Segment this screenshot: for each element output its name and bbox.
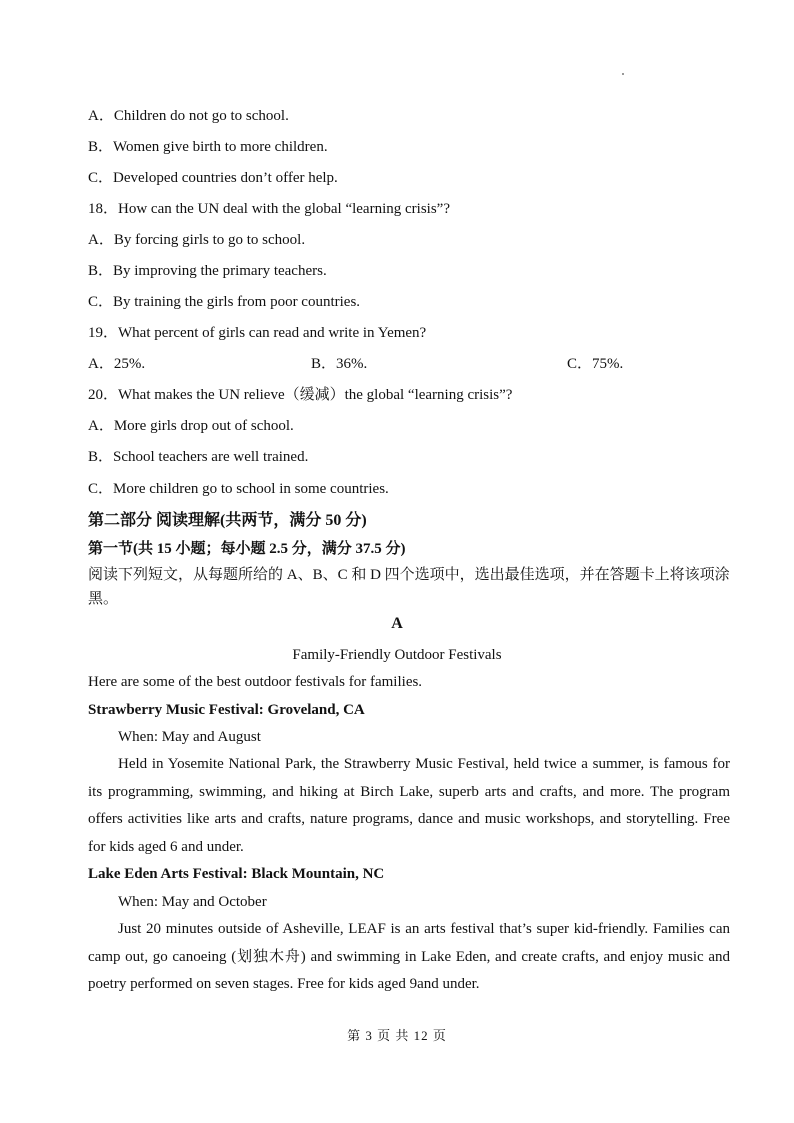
page-number: 第 3 页 共 12 页 bbox=[347, 1028, 447, 1043]
festival-2-when: When: May and October bbox=[118, 894, 267, 910]
q20-stem: 20．What makes the UN relieve（缓减）the global “learning crisis”? bbox=[88, 387, 513, 403]
q20-option-b: B．School teachers are well trained. bbox=[88, 449, 309, 465]
passage-intro: Here are some of the best outdoor festivals for families. bbox=[88, 674, 423, 690]
q19-option-a: A．25%. bbox=[88, 356, 146, 372]
q19-stem: 19．What percent of girls can read and write in Yemen? bbox=[88, 325, 427, 341]
q17-option-c: C．Developed countries don’t offer help. bbox=[88, 170, 338, 186]
section1-heading: 第一节(共 15 小题；每小题 2.5 分，满分 37.5 分) bbox=[88, 541, 406, 557]
q20-option-c: C．More children go to school in some countries. bbox=[88, 481, 389, 497]
festival-2-name: Lake Eden Arts Festival: Black Mountain, NC bbox=[88, 866, 385, 882]
passage-title: Family-Friendly Outdoor Festivals bbox=[292, 647, 502, 663]
scan-speck bbox=[622, 73, 624, 75]
q20-option-a: A．More girls drop out of school. bbox=[88, 418, 294, 434]
passage-letter: A bbox=[391, 615, 403, 632]
festival-1-when: When: May and August bbox=[118, 729, 261, 745]
q19-option-c: C．75%. bbox=[567, 356, 624, 372]
part2-heading: 第二部分 阅读理解(共两节，满分 50 分) bbox=[88, 512, 367, 529]
festival-2-description: Just 20 minutes outside of Asheville, LEAF is an arts festival that’s super kid-friendly. Families can camp out, go canoeing (划独木舟) and swimming in Lake Eden, and create crafts, and enjoy music and poetry performed on seven stages. Free for kids aged 9and under. bbox=[88, 921, 730, 992]
q18-option-a: A．By forcing girls to go to school. bbox=[88, 232, 306, 248]
q18-stem: 18．How can the UN deal with the global “learning crisis”? bbox=[88, 201, 450, 217]
q17-option-b: B．Women give birth to more children. bbox=[88, 139, 328, 155]
q18-option-b: B．By improving the primary teachers. bbox=[88, 263, 327, 279]
q19-option-b: B．36%. bbox=[311, 356, 368, 372]
section-instruction: 阅读下列短文，从每题所给的 A、B、C 和 D 四个选项中，选出最佳选项，并在答题卡上将该项涂黑。 bbox=[88, 567, 730, 607]
q18-option-c: C．By training the girls from poor countries. bbox=[88, 294, 361, 310]
q17-option-a: A．Children do not go to school. bbox=[88, 108, 289, 124]
festival-1-description: Held in Yosemite National Park, the Strawberry Music Festival, held twice a summer, is famous for its programming, swimming, and hiking at Birch Lake, superb arts and crafts, and more. The program offers activities like arts and crafts, nature programs, dance and music workshops, and storytelling. Free for kids aged 6 and under. bbox=[88, 756, 730, 855]
festival-1-name: Strawberry Music Festival: Groveland, CA bbox=[88, 702, 365, 718]
